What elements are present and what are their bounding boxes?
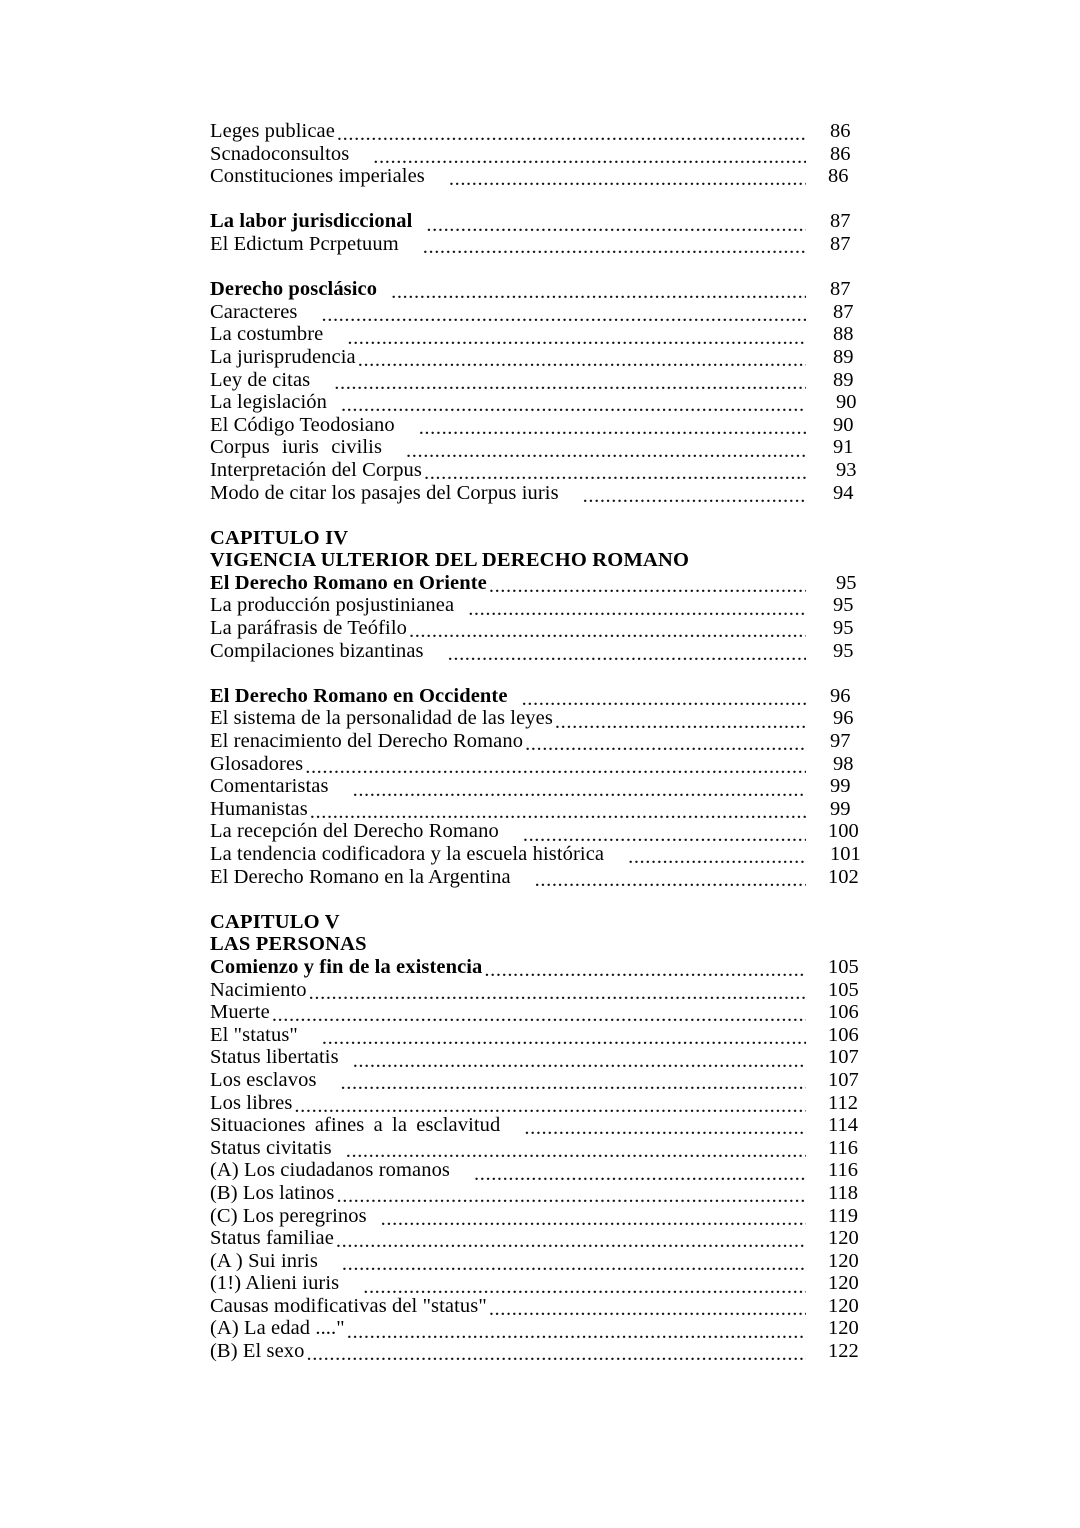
toc-entry-label: El Derecho Romano en la Argentina [210,865,511,888]
toc-entry-label: Comentaristas [210,775,329,798]
dot-leader [373,144,806,164]
toc-entry[interactable] [210,233,870,256]
dot-leader [353,777,806,797]
toc-entry-label: La jurisprudencia [210,345,356,368]
toc-entry[interactable] [210,1340,870,1363]
toc-entry-label: Glosadores [210,752,304,775]
toc-entry[interactable] [210,730,870,753]
toc-entry-page: 106 [828,1023,859,1046]
toc-entry-page: 86 [830,120,851,142]
toc-entry-page: 99 [830,775,851,798]
toc-entry-label: La legislación [210,391,327,414]
toc-entry-page: 120 [828,1249,859,1272]
toc-entry-page: 118 [828,1181,858,1204]
dot-leader [353,1048,806,1068]
toc-entry-page: 116 [828,1159,858,1182]
toc-entry-page: 88 [833,323,854,346]
dot-leader [522,686,806,706]
dot-leader [555,709,806,729]
section-spacer [210,256,870,279]
toc-entry-label: Interpretación del Corpus [210,458,422,481]
toc-entry[interactable] [210,323,870,346]
toc-entry-label: La recepción del Derecho Romano [210,820,499,843]
dot-leader [583,483,806,503]
dot-leader [489,1296,806,1316]
dot-leader [391,279,806,299]
toc-entry[interactable] [210,1069,870,1092]
toc-entry[interactable] [210,346,870,369]
toc-entry[interactable] [210,1024,870,1047]
dot-leader [525,731,806,751]
toc-entry-page: 93 [836,458,857,481]
toc-entry[interactable] [210,1272,870,1295]
toc-entry-page: 86 [828,165,849,188]
toc-entry[interactable] [210,979,870,1002]
toc-entry-page: 87 [830,210,851,233]
toc-entry-label: Modo de citar los pasajes del Corpus iuris [210,481,559,504]
toc-entry[interactable] [210,1159,870,1182]
toc-entry[interactable] [210,1250,870,1273]
section-spacer [210,504,870,527]
toc-entry-page: 97 [830,730,851,753]
dot-leader [322,1025,806,1045]
toc-entry[interactable] [210,572,870,595]
dot-leader [341,392,806,412]
toc-entry-page: 94 [833,481,854,504]
toc-entry-label: La producción posjustinianea [210,594,455,617]
toc-entry-page: 120 [828,1272,859,1295]
dot-leader [334,370,806,390]
toc-entry-page: 120 [828,1227,859,1250]
toc-entry-page: 90 [836,391,857,414]
toc-entry-label: La labor jurisdiccional [210,210,413,233]
toc-entry-label: Los libres [210,1091,293,1114]
toc-entry-page: 87 [830,232,851,255]
toc-entry[interactable] [210,143,870,166]
dot-leader [523,822,806,842]
toc-entry-label: Constituciones imperiales [210,165,425,188]
dot-leader [363,1274,806,1294]
toc-entry[interactable] [210,594,870,617]
toc-entry-page: 112 [828,1091,858,1114]
toc-entry[interactable] [210,1182,870,1205]
dot-leader [424,460,806,480]
chapter-title-four: VIGENCIA ULTERIOR DEL DERECHO ROMANO [210,549,690,572]
toc-entry[interactable] [210,1227,870,1250]
toc-entry-label: Comienzo y fin de la existencia [210,955,483,978]
toc-entry-page: 87 [830,278,851,301]
toc-entry-label: Nacimiento [210,978,307,1001]
toc-entry-page: 95 [833,594,854,617]
dot-leader [419,415,806,435]
toc-entry-label: El renacimiento del Derecho Romano [210,730,524,753]
toc-entry[interactable] [210,165,870,188]
dot-leader [358,347,806,367]
toc-entry[interactable] [210,1205,870,1228]
section-spacer [210,662,870,685]
toc-entry-label: Situaciones afines a la esclavitud [210,1114,501,1137]
toc-entry-page: 95 [833,617,854,640]
dot-leader [474,1161,806,1181]
toc-entry-label: (A ) Sui inris [210,1249,318,1272]
toc-entry[interactable] [210,753,870,776]
dot-leader [336,1228,806,1248]
toc-entry[interactable] [210,301,870,324]
toc-entry-label: (B) Los latinos [210,1181,335,1204]
toc-entry-label: (1!) Alieni iuris [210,1272,340,1295]
toc-entry-label: La tendencia codificadora y la escuela histórica [210,843,605,865]
toc-entry[interactable] [210,820,870,843]
toc-entry-page: 105 [828,955,859,978]
toc-entry-label: El Derecho Romano en Occidente [210,684,508,707]
toc-entry-label: El Código Teodosiano [210,413,395,436]
toc-entry-page: 101 [830,843,861,865]
toc-entry-page: 107 [828,1046,859,1069]
toc-entry-page: 89 [833,368,854,391]
section-spacer [210,188,870,211]
toc-entry-label: Corpus iuris civilis [210,436,383,459]
toc-entry-page: 120 [828,1317,859,1340]
toc-entry[interactable] [210,640,870,663]
toc-entry[interactable] [210,798,870,821]
toc-entry[interactable] [210,210,870,233]
dot-leader [272,1002,806,1022]
toc-entry-page: 95 [836,571,857,594]
toc-entry-page: 119 [828,1204,858,1227]
toc-entry-label: Status civitatis [210,1136,332,1159]
toc-entry[interactable] [210,1092,870,1115]
toc-entry-label: El "status" [210,1023,298,1046]
dot-leader [468,596,806,616]
toc-entry[interactable] [210,1295,870,1318]
toc-entry-label: Status familiae [210,1227,334,1250]
toc-entry-label: Leges publicae [210,120,335,142]
dot-leader [346,1138,806,1158]
toc-entry[interactable] [210,482,870,505]
dot-leader [305,754,806,774]
dot-leader [426,212,806,232]
dot-leader [347,1319,806,1339]
toc-entry[interactable] [210,278,870,301]
toc-entry[interactable] [210,617,870,640]
toc-entry-page: 122 [828,1340,859,1363]
dot-leader [341,1070,806,1090]
toc-entry-page: 98 [833,752,854,775]
dot-leader [406,438,806,458]
dot-leader [489,573,806,593]
toc-entry-page: 116 [828,1136,858,1159]
dot-leader [309,980,806,1000]
toc-entry[interactable] [210,369,870,392]
toc-entry[interactable] [210,1114,870,1137]
toc-entry-page: 86 [830,142,851,165]
toc-entry-page: 105 [828,978,859,1001]
toc-entry-page: 100 [828,820,859,843]
toc-entry[interactable] [210,775,870,798]
toc-entry[interactable] [210,1001,870,1024]
toc-entry-label: Status libertatis [210,1046,339,1069]
dot-leader [337,121,806,141]
toc-entry[interactable] [210,685,870,708]
chapter-title-five: LAS PERSONAS [210,933,367,956]
toc-entry-label: Muerte [210,1001,270,1024]
toc-entry-label: Los esclavos [210,1068,317,1091]
dot-leader [306,1341,806,1361]
toc-entry-page: 107 [828,1068,859,1091]
toc-entry[interactable] [210,459,870,482]
toc-entry[interactable] [210,414,870,437]
toc-entry[interactable] [210,391,870,414]
toc-entry[interactable] [210,707,870,730]
toc-entry-page: 91 [833,436,854,459]
toc-entry-page: 87 [833,300,854,323]
dot-leader [409,618,806,638]
toc-entry-label: (C) Los peregrinos [210,1204,367,1227]
dot-leader [294,1093,806,1113]
toc-entry-page: 114 [828,1114,858,1137]
chapter-number-five: CAPITULO V [210,910,340,933]
toc-entry-label: El Edictum Pcrpetuum [210,232,399,255]
toc-entry[interactable] [210,1137,870,1160]
toc-entry-page: 95 [833,639,854,662]
dot-leader [347,325,806,345]
toc-entry-page: 120 [828,1294,859,1317]
toc-entry[interactable] [210,866,870,889]
dot-leader [342,1251,806,1271]
toc-entry-page: 89 [833,345,854,368]
toc-entry-page: 102 [828,865,859,888]
toc-entry-label: (B) El sexo [210,1340,305,1363]
dot-leader [524,1115,806,1135]
dot-leader [628,844,806,864]
toc-entry-label: (A) Los ciudadanos romanos [210,1159,451,1182]
dot-leader [337,1183,807,1203]
dot-leader [484,957,806,977]
dot-leader [381,1206,806,1226]
dot-leader [322,302,807,322]
dot-leader [449,166,806,186]
toc-entry-label: El Derecho Romano en Oriente [210,571,487,594]
toc-entry-page: 96 [833,707,854,730]
toc-entry-label: La costumbre [210,323,324,346]
toc-entry-page: 99 [830,797,851,820]
toc-entry-page: 106 [828,1001,859,1024]
toc-entry[interactable] [210,1317,870,1340]
dot-leader [448,641,806,661]
toc-entry-label: Humanistas [210,797,308,820]
toc-entry-label: Scnadoconsultos [210,142,350,165]
toc-entry[interactable] [210,120,870,143]
toc-entry[interactable] [210,956,870,979]
toc-entry-label: Causas modificativas del "status" [210,1294,487,1317]
toc-entry-label: (A) La edad ...." [210,1317,345,1340]
dot-leader [423,234,806,254]
toc-entry-label: El sistema de la personalidad de las leyes [210,707,553,730]
toc-entry-label: Derecho posclásico [210,278,378,301]
section-spacer [210,888,870,911]
toc-entry-label: Caracteres [210,300,298,323]
toc-entry[interactable] [210,843,870,866]
toc-entry-label: Ley de citas [210,368,311,391]
dot-leader [310,799,806,819]
toc-list [210,120,870,1363]
toc-entry-page: 96 [830,684,851,707]
toc-entry-label: Compilaciones bizantinas [210,639,424,662]
chapter-number-four: CAPITULO IV [210,526,349,549]
toc-entry-label: La paráfrasis de Teófilo [210,617,407,640]
dot-leader [535,867,806,887]
toc-entry-page: 90 [833,413,854,436]
toc-entry[interactable] [210,1046,870,1069]
toc-entry[interactable] [210,436,870,459]
